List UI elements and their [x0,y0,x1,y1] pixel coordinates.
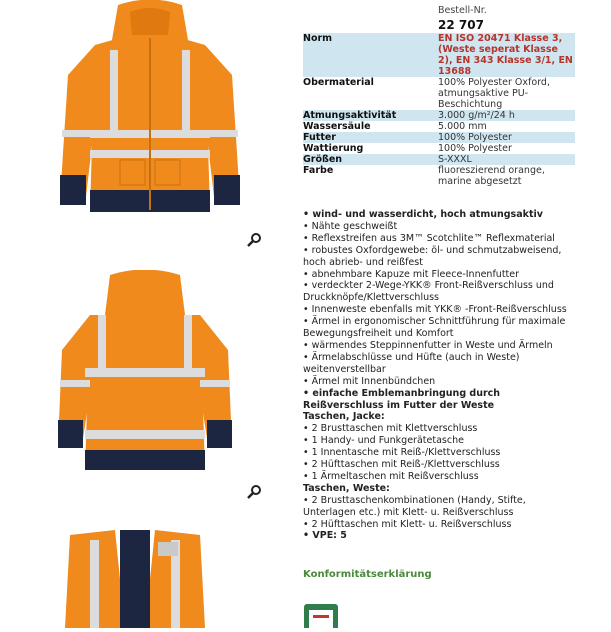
feature-item: • 2 Hüfttaschen mit Klett- u. Reißverschluss [303,518,512,530]
feature-item: • 1 Handy- und Funkgerätetasche [303,435,464,447]
feature-item: • Innenweste ebenfalls mit YKK® -Front-Reißverschluss [303,304,567,316]
spec-row [303,33,575,77]
certificate-icon[interactable] [303,603,339,628]
feature-item: • 2 Brusttaschenkombinationen (Handy, Stifte, Unterlagen etc.) mit Klett- u. Reißverschluss [303,494,526,518]
specs-table [303,33,575,187]
feature-item: Taschen, Weste: [303,482,390,494]
spec-key: Obermaterial [303,77,374,88]
spec-key: Wassersäule [303,121,371,132]
spec-value: 3.000 g/m²/24 h [438,110,575,121]
feature-item: • Ärmel in ergonomischer Schnittführung für maximale Bewegungsfreiheit und Komfort [303,316,566,340]
spec-key: Norm [303,33,438,77]
spec-value: EN ISO 20471 Klasse 3, (Weste seperat Klasse 2), EN 343 Klasse 3/1, EN 13688 [438,33,575,77]
magnifier-icon[interactable] [246,484,262,500]
jacket-back-image[interactable] [50,270,240,490]
feature-item: • Nähte geschweißt [303,220,398,232]
spec-key: Futter [303,132,438,143]
spec-value: 100% Polyester Oxford, atmungsaktive PU-Beschichtung [438,77,550,110]
feature-item: • robustes Oxfordgewebe: öl- und schmutzabweisend, hoch abrieb- und reißfest [303,244,562,268]
feature-item: Taschen, Jacke: [303,411,385,423]
magnifier-icon[interactable] [246,232,262,248]
spec-row [303,121,575,132]
conformity-link[interactable]: Konformitätserklärung [303,569,432,580]
feature-item: • wind- und wasserdicht, hoch atmungsaktiv [303,209,543,220]
spec-row [303,143,575,154]
order-number: 22 707 [438,18,484,32]
feature-item: • abnehmbare Kapuze mit Fleece-Innenfutter [303,268,520,280]
feature-item: • VPE: 5 [303,530,347,542]
spec-value: S-XXXL [438,154,575,165]
spec-value: fluoreszierend orange, marine abgesetzt [438,165,545,187]
feature-item: • 2 Brusttaschen mit Klettverschluss [303,423,478,435]
spec-row [303,110,575,121]
spec-value: 5.000 mm [438,121,487,132]
feature-item: • 1 Ärmeltaschen mit Reißverschluss [303,470,479,482]
feature-item: • verdeckter 2-Wege-YKK® Front-Reißverschluss und Druckknöpfe/Klettverschluss [303,280,554,304]
spec-key: Atmungsaktivität [303,110,438,121]
feature-item: • Ärmelabschlüsse und Hüfte (auch in Weste) weitenverstellbar [303,351,520,375]
feature-item: • wärmendes Steppinnenfutter in Weste und Ärmeln [303,339,553,351]
feature-item: • 2 Hüfttaschen mit Reiß-/Klettverschluss [303,459,500,471]
feature-item: • einfache Emblemanbringung durch Reißverschluss im Futter der Weste [303,387,501,411]
spec-row [303,132,575,143]
spec-value: 100% Polyester [438,132,575,143]
spec-row [303,77,575,110]
vest-image[interactable] [50,530,220,628]
spec-value: 100% Polyester [438,143,512,154]
feature-item: • Reflexstreifen aus 3M™ Scotchlite™ Reflexmaterial [303,232,555,244]
spec-key: Farbe [303,165,334,176]
feature-list [303,209,578,542]
feature-item: • 1 Innentasche mit Reiß-/Klettverschluss [303,447,501,459]
spec-key: Größen [303,154,438,165]
feature-item: • Ärmel mit Innenbündchen [303,375,436,387]
spec-row [303,165,575,187]
order-number-label: Bestell-Nr. [438,5,487,16]
jacket-front-image[interactable] [50,0,250,226]
spec-row [303,154,575,165]
spec-key: Wattierung [303,143,364,154]
